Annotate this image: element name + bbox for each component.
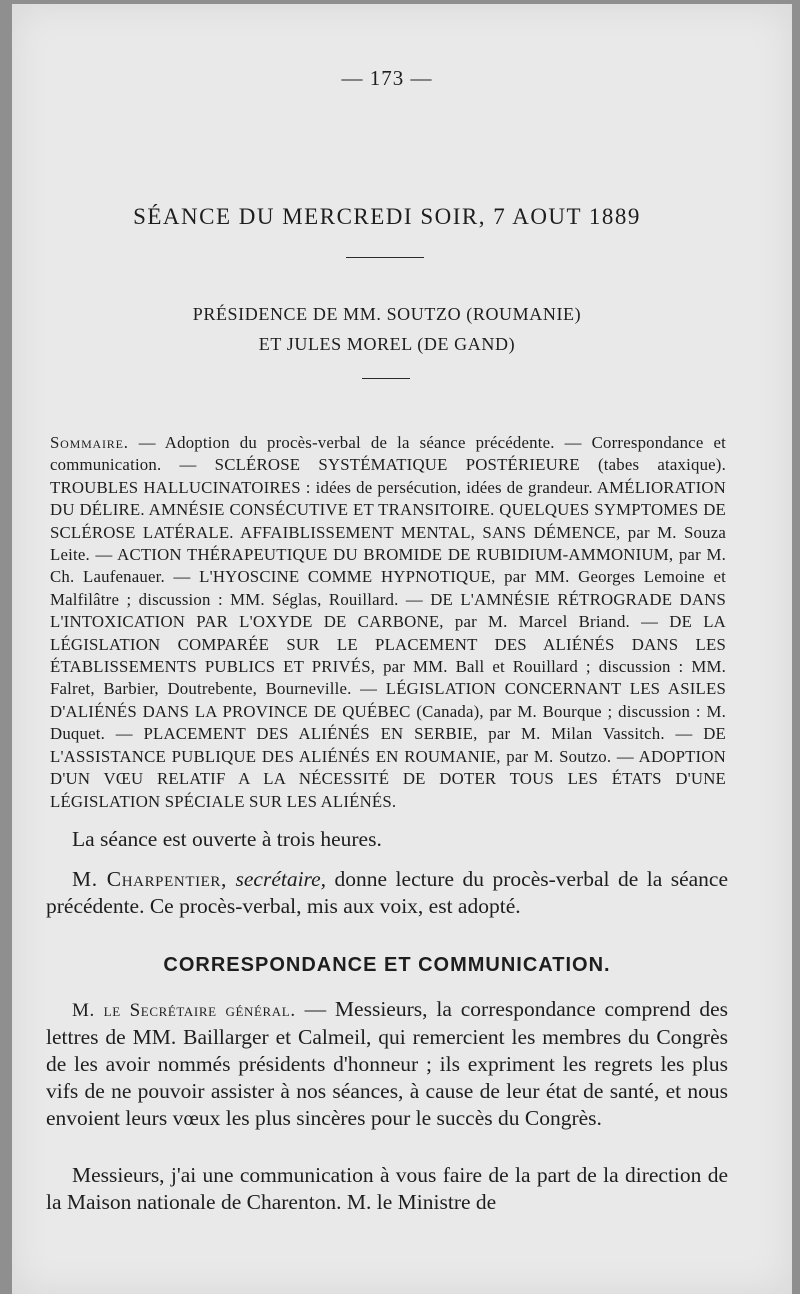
title-divider xyxy=(346,257,424,258)
presidency-block xyxy=(12,299,762,359)
presidency-line-1: PRÉSIDENCE DE MM. SOUTZO (ROUMANIE) xyxy=(192,304,582,324)
page-number: — 173 — xyxy=(341,66,433,90)
summary-label: Sommaire. xyxy=(50,433,129,452)
minutes-paragraph xyxy=(46,866,728,920)
correspondence-paragraph xyxy=(46,996,728,1132)
summary-paragraph xyxy=(50,432,726,813)
communication-paragraph: Messieurs, j'ai une communication à vous faire de la part de la direction de la Maison nationale de Charenton. M. le Ministre de xyxy=(46,1163,728,1214)
session-title: SÉANCE DU MERCREDI SOIR, 7 AOUT 1889 xyxy=(133,204,641,229)
book-page xyxy=(12,4,792,1294)
summary-text: — Adoption du procès-verbal de la séance précédente. — Correspondance et communication. — SCLÉROSE SYSTÉMATIQUE POSTÉRIEURE (tabes ataxique). TROUBLES HALLUCINATOIRES : idées de persécution, idées de grandeur. AMÉLIORATION DU DÉLIRE. AMNÉSIE CONSÉCUTIVE ET TRANSITOIRE. QUELQUES SYMPTOMES DE SCLÉROSE LATÉRALE. AFFAIBLISSEMENT MENTAL, SANS DÉMENCE, par M. Souza Leite. — ACTION THÉRAPEUTIQUE DU BROMIDE DE RUBIDIUM-AMMONIUM, par M. Ch. Laufenauer. — L'HYOSCINE COMME HYPNOTIQUE, par MM. Georges Lemoine et Malfilâtre ; discussion : MM. Séglas, Rouillard. — DE L'AMNÉSIE RÉTROGRADE DANS L'INTOXICATION PAR L'OXYDE DE CARBONE, par M. Marcel Briand. — DE LA LÉGISLATION COMPARÉE SUR LE PLACEMENT DES ALIÉNÉS DANS LES ÉTABLISSEMENTS PUBLICS ET PRIVÉS, par MM. Ball et Rouillard ; discussion : MM. Falret, Barbier, Doutrebente, Bourneville. — LÉGISLATION CONCERNANT LES ASILES D'ALIÉNÉS DANS LA PROVINCE DE QUÉBEC (Canada), par M. Bourque ; discussion : M. Duquet. — PLACEMENT DES ALIÉNÉS EN SERBIE, par M. Milan Vassitch. — DE L'ASSISTANCE PUBLIQUE DES ALIÉNÉS EN ROUMANIE, par M. Soutzo. — ADOPTION D'UN VŒU RELATIF A LA NÉCESSITÉ DE DOTER TOUS LES ÉTATS D'UNE LÉGISLATION SPÉCIALE SUR LES ALIÉNÉS. xyxy=(50,433,726,811)
opening-paragraph: La séance est ouverte à trois heures. xyxy=(72,827,382,851)
speaker-name: M. le Secrétaire général. xyxy=(72,1000,296,1021)
minutes-text: donne lecture du procès-verbal de la séance précédente. Ce procès-verbal, mis aux voix, est adopté. xyxy=(46,867,728,918)
presidency-line-2: ET JULES MOREL (DE GAND) xyxy=(258,334,516,354)
speaker-name: M. Charpentier, xyxy=(72,867,228,891)
correspondence-text: — Messieurs, la correspondance comprend des lettres de MM. Baillarger et Calmeil, qui remercient les membres du Congrès de les avoir nommés présidents d'honneur ; ils expriment les regrets les plus vifs de ne pouvoir assister à nos séances, à cause de leur état de santé, et nous envoient leurs vœux les plus sincères pour le succès du Congrès. xyxy=(46,997,728,1130)
presidency-divider xyxy=(362,378,410,379)
speaker-role: secrétaire, xyxy=(235,867,327,891)
section-heading: CORRESPONDANCE ET COMMUNICATION. xyxy=(163,954,611,976)
